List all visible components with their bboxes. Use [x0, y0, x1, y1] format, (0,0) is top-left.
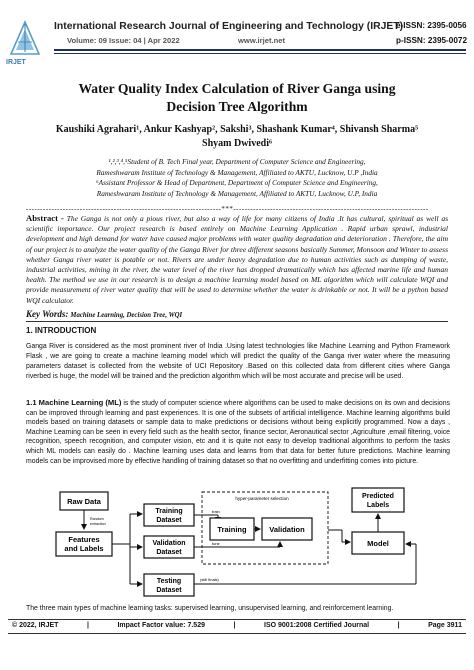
ml-heading: 1.1 Machine Learning (ML)	[26, 398, 122, 407]
validation-box-label: Validation	[269, 525, 305, 534]
footer-rule-bottom	[8, 633, 466, 634]
header-rule-thin	[54, 53, 466, 54]
validation-dataset-label-1: Validation	[152, 540, 186, 547]
abstract	[26, 213, 448, 306]
train-small-label: train	[212, 509, 220, 514]
random-extraction-2: extraction	[90, 522, 106, 526]
ml-workflow-diagram	[50, 484, 430, 602]
keywords-label: Key Words:	[26, 309, 69, 319]
figure-caption: The three main types of machine learning tasks: supervised learning, unsupervised learning, and reinforcement learning.	[26, 605, 394, 612]
validation-dataset-label-2: Dataset	[156, 549, 182, 556]
footer-rule	[8, 619, 466, 620]
raw-data-label: Raw Data	[67, 497, 101, 506]
journal-website: www.irjet.net	[238, 36, 285, 45]
random-extraction-1: Random	[90, 517, 104, 521]
keywords	[26, 309, 182, 319]
features-label-2: and Labels	[64, 544, 104, 553]
ml-paragraph-text: is the study of computer science where algorithms can be used to make decisions on its own and decisions can be improved through learning and past experiences. It is one of the subsets of artificial intelligence. Machine learning algorithms build models based on training datasets or sample data to make predictions or decisions without being explicitly programmed. Now a days , Machine Learning can be seen in every field such as the health sector, finance sector, Aeronautical sector ,Agriculture ,email filtering, voice recognition, speech recognition, and computer vision, etc and it is quite not easy to develop traditional algorithms to perform the tasks which ML models can easily do . Machine learning uses data and learns from that data for better future predictions. Machine learning models can be improvised more by effective handling of training dataset so that no overfitting and underfitting comes into picture.	[26, 400, 451, 465]
footer-copyright: © 2022, IRJET	[12, 622, 59, 629]
footer-iso: ISO 9001:2008 Certified Journal	[264, 622, 370, 629]
affiliations	[10, 157, 464, 199]
authors-line-1: Kaushiki Agrahari¹, Ankur Kashyap², Sakshi³, Shashank Kumar⁴, Shivansh Sharma⁵	[55, 124, 419, 135]
model-label: Model	[367, 539, 389, 548]
ml-paragraph	[26, 398, 450, 466]
eissn: e-ISSN: 2395-0056	[396, 21, 467, 30]
training-dataset-label-2: Dataset	[156, 517, 182, 524]
pissn: p-ISSN: 2395-0072	[396, 36, 467, 45]
tune-small-label: tune	[212, 541, 220, 546]
footer-page: Page 3911	[428, 622, 462, 629]
still-finals-label: (still finals)	[200, 577, 219, 582]
testing-dataset-label-2: Dataset	[156, 587, 182, 594]
journal-title: International Research Journal of Engineering and Technology (IRJET)	[54, 21, 404, 32]
journal-logo	[8, 20, 42, 64]
hyper-parameter-label: hyper-parameter selection	[235, 496, 289, 501]
intro-paragraph: Ganga River is considered as the most prominent river of India .Using latest technologies like Machine Learning and Python Framework Flask , we are going to create a machine learning model which will predict the quality of the Ganga river water where the measuring parameters dataset is collected from the website of UCI Repository .Based on this collected data from different cities where Ganga riverbed is huge, the model will be trained and the prediction algorithm which will be most accurate and precise will be used.	[26, 343, 450, 380]
predicted-labels-label-1: Predicted	[362, 493, 394, 500]
authors	[10, 123, 464, 151]
footer-sep-2: |	[233, 622, 236, 629]
section-heading-introduction: 1. INTRODUCTION	[26, 326, 97, 335]
affil-line-4: Rameshwaram Institute of Technology & Management, Affiliated to AKTU, Lucknow, U.P, India	[96, 188, 378, 198]
footer-sep-1: |	[86, 622, 89, 629]
keywords-text: Machine Learning, Decision Tree, WQI	[70, 312, 183, 319]
affil-line-1: ¹,²,³,⁴,⁵Student of B. Tech Final year, Department of Computer Science and Engineering,	[108, 157, 366, 166]
footer	[12, 622, 462, 629]
abstract-text: The Ganga is not only a pious river, but also a way of life for many citizens of India .It has cultural, spiritual as well as scientific importance. Our project research is based entirely on Machine Learning Application . Rapid urban sprawl, industrial development and high demand for water have caused major problems with water quality degradation and deterioration . Therefore, the aim of our project is to analyze the water quality of the Ganga River for three different seasons basically Summer, Monsoon and Winter to assess whether Ganga river water is potable or not. Rivers are under heavy degradation due to human activities such as dumping of waste, industrial activities, mining in the river, the water level of the river has dropped dramatically which has affected marine life and human health. The method we use in our research is to design a machine learning model based on ML algorithm which will calculate WQI and provide measurement of river water quality that will be used to determine whether the water is drinkable or not. It will be a python based WQI calculator.	[26, 214, 448, 305]
authors-line-2: Shyam Dwivedi⁶	[202, 138, 272, 149]
footer-impact: Impact Factor value: 7.529	[117, 622, 205, 629]
keywords-rule	[26, 321, 448, 322]
separator-line: ---------------------------------------------------------------------***---------------------------------------------------------------------	[26, 205, 429, 213]
footer-sep-3: |	[397, 622, 400, 629]
training-box-label: Training	[217, 525, 247, 534]
affil-line-2: Rameshwaram Institute of Technology & Management, Affiliated to AKTU, Lucknow, U.P ,India	[96, 167, 378, 177]
abstract-label: Abstract -	[26, 213, 64, 223]
header-rule	[54, 49, 466, 51]
logo-text: IRJET	[6, 59, 26, 66]
features-label-1: Features	[68, 535, 100, 544]
volume-issue: Volume: 09 Issue: 04 | Apr 2022	[67, 36, 180, 45]
predicted-labels-label-2: Labels	[366, 502, 390, 509]
training-dataset-label-1: Training	[155, 508, 183, 515]
title-line-2: Decision Tree Algorithm	[166, 99, 308, 114]
paper-title	[0, 80, 474, 116]
affil-line-3: ⁶Assistant Professor & Head of Department, Department of Computer Science and Engineering,	[96, 178, 378, 187]
testing-dataset-label-1: Testing	[156, 578, 182, 585]
title-line-1: Water Quality Index Calculation of River Ganga using	[78, 81, 396, 96]
